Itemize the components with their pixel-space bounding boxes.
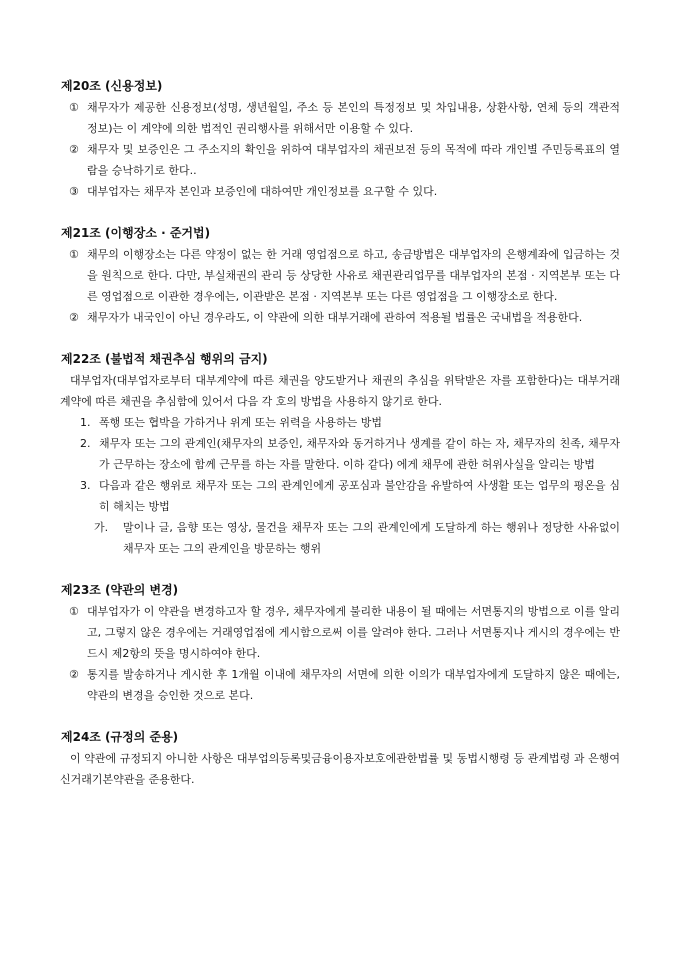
article-title: 제24조 (규정의 준용) (61, 730, 179, 744)
clause-number: ② (69, 668, 79, 681)
clause-item (60, 244, 620, 307)
clause-text: 대부업자는 채무자 본인과 보증인에 대하여만 개인정보를 요구할 수 있다. (87, 185, 438, 198)
item-number: 3. (80, 479, 91, 492)
clause-item (60, 307, 620, 328)
article-22 (60, 349, 620, 559)
clause-number: ② (69, 143, 79, 156)
clause-text: 채무의 이행장소는 다른 약정이 없는 한 거래 영업점으로 하고, 송금방법은 대부업자의 은행계좌에 입금하는 것을 원칙으로 한다. 다만, 부실채권의 관리 등 상당한 사유로 채권관리업무를 대부업자의 본점 · 지역본부 또는 다른 영업점으로 이관한 경우에는, 이관받은 본점 · 지역본부 또는 다른 영업점을 그 이행장소로 한다. (87, 248, 620, 303)
article-intro: 이 약관에 규정되지 아니한 사항은 대부업의등록및금융이용자보호에관한법률 및 동법시행령 등 관계법령 과 은행여신거래기본약관을 준용한다. (60, 752, 620, 786)
item-text: 채무자 또는 그의 관계인(채무자의 보증인, 채무자와 동거하거나 생계를 같이 하는 자, 채무자의 친족, 채무자가 근무하는 장소에 함께 근무를 하는 자를 말한다. 이하 같다) 에게 채무에 관한 허위사실을 알리는 방법 (99, 437, 620, 471)
clause-item (60, 181, 620, 202)
clause-number: ① (69, 101, 79, 114)
clause-number: ③ (69, 185, 79, 198)
clause-item (60, 664, 620, 706)
article-title: 제23조 (약관의 변경) (61, 583, 179, 597)
article-title: 제21조 (이행장소 · 준거법) (61, 226, 211, 240)
clause-number: ① (69, 605, 79, 618)
article-24 (60, 727, 620, 790)
item-text: 폭행 또는 협박을 가하거나 위계 또는 위력을 사용하는 방법 (99, 416, 382, 429)
numbered-item (60, 475, 620, 517)
clause-text: 통지를 발송하거나 게시한 후 1개월 이내에 채무자의 서면에 의한 이의가 대부업자에게 도달하지 않은 때에는, 약관의 변경을 승인한 것으로 본다. (87, 668, 620, 702)
numbered-item (60, 412, 620, 433)
sub-item (60, 517, 620, 559)
article-21 (60, 223, 620, 328)
item-text: 다음과 같은 행위로 채무자 또는 그의 관계인에게 공포심과 불안감을 유발하여 사생활 또는 업무의 평온을 심히 해치는 방법 (99, 479, 620, 513)
clause-text: 대부업자가 이 약관을 변경하고자 할 경우, 채무자에게 불리한 내용이 될 때에는 서면통지의 방법으로 이를 알리고, 그렇지 않은 경우에는 거래영업점에 게시함으로써 이를 알려야 한다. 그러나 서면통지나 게시의 경우에는 반드시 제2항의 뜻을 명시하여야 한다. (87, 605, 620, 660)
sub-item-text: 말이나 글, 음향 또는 영상, 물건을 채무자 또는 그의 관계인에게 도달하게 하는 행위나 정당한 사유없이 채무자 또는 그의 관계인을 방문하는 행위 (123, 521, 620, 555)
clause-number: ② (69, 311, 79, 324)
article-intro: 대부업자(대부업자로부터 대부계약에 따른 채권을 양도받거나 채권의 추심을 위탁받은 자를 포함한다)는 대부거래 계약에 따른 채권을 추심함에 있어서 다음 각 호의 방법을 사용하지 않기로 한다. (60, 374, 620, 408)
article-20 (60, 76, 620, 202)
clause-item (60, 601, 620, 664)
clause-text: 채무자가 제공한 신용정보(성명, 생년월일, 주소 등 본인의 특정정보 및 차입내용, 상환사항, 연체 등의 객관적 정보)는 이 계약에 의한 법적인 권리행사를 위해서만 이용할 수 있다. (87, 101, 620, 135)
numbered-item (60, 433, 620, 475)
article-title: 제22조 (불법적 채권추심 행위의 금지) (61, 352, 268, 366)
article-23 (60, 580, 620, 706)
clause-text: 채무자가 내국인이 아닌 경우라도, 이 약관에 의한 대부거래에 관하여 적용될 법률은 국내법을 적용한다. (87, 311, 583, 324)
sub-item-number: 가. (94, 521, 109, 534)
article-title: 제20조 (신용정보) (61, 79, 163, 93)
item-number: 1. (80, 416, 91, 429)
item-number: 2. (80, 437, 91, 450)
clause-item (60, 139, 620, 181)
clause-number: ① (69, 248, 79, 261)
clause-item (60, 97, 620, 139)
clause-text: 채무자 및 보증인은 그 주소지의 확인을 위하여 대부업자의 채권보전 등의 목적에 따라 개인별 주민등록표의 열람을 승낙하기로 한다.. (87, 143, 620, 177)
